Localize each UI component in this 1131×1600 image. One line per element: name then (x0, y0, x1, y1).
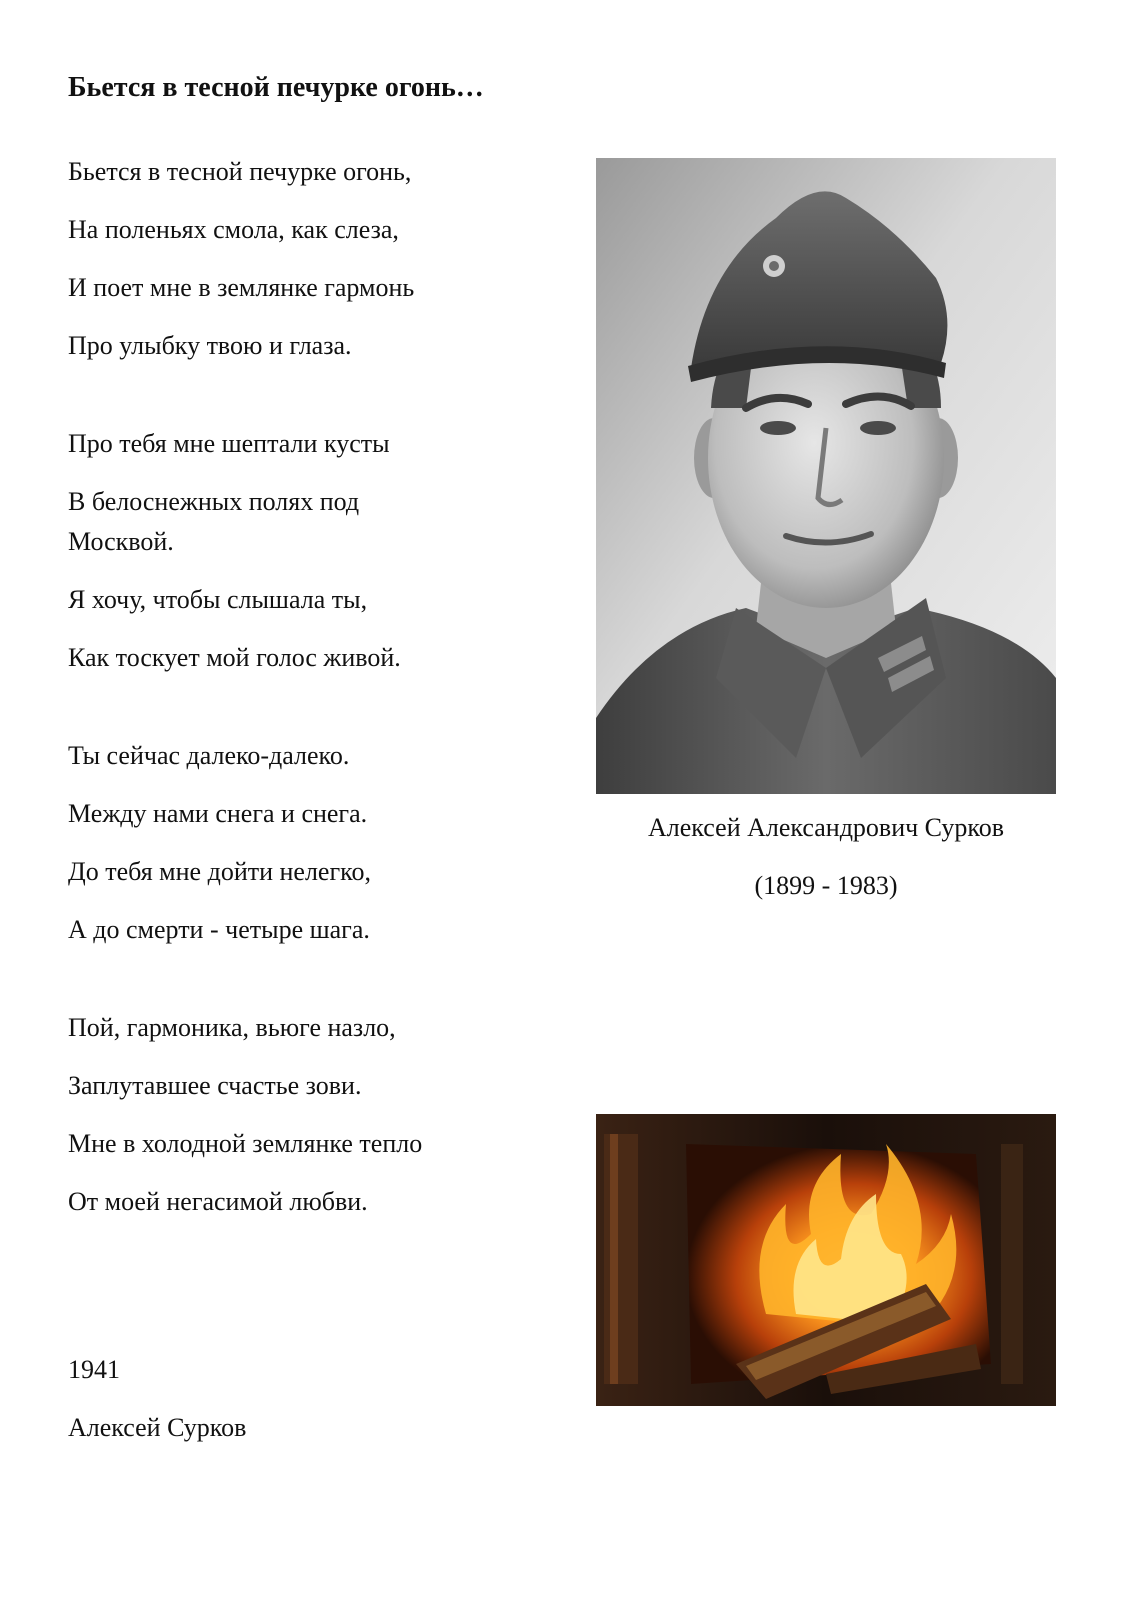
poem-line: От моей негасимой любви. (68, 1187, 368, 1216)
poem-line: Мне в холодной землянке тепло (68, 1129, 423, 1158)
portrait-caption-name: Алексей Александрович Сурков (648, 813, 1004, 842)
portrait-image (596, 158, 1056, 794)
stove-fire-image (596, 1114, 1056, 1406)
poem-line: Заплутавшее счастье зови. (68, 1071, 362, 1100)
portrait-caption-years: (1899 - 1983) (754, 871, 898, 900)
poem-line: Ты сейчас далеко-далеко. (68, 741, 350, 770)
poem-year: 1941 (68, 1355, 120, 1384)
poem-body (68, 152, 538, 1280)
poem-line: Между нами снега и снега. (68, 799, 368, 828)
poem-line: Бьется в тесной печурке огонь, (68, 157, 412, 186)
stanza-1 (68, 152, 538, 366)
stanza-3 (68, 736, 538, 950)
poem-line: На поленьях смола, как слеза, (68, 215, 399, 244)
poem-line: В белоснежных полях под Москвой. (68, 487, 360, 556)
poem-line: Про улыбку твою и глаза. (68, 331, 352, 360)
poem-line: Пой, гармоника, вьюге назло, (68, 1013, 396, 1042)
poem-line: Как тоскует мой голос живой. (68, 643, 401, 672)
poem-signature: Алексей Сурков (68, 1413, 247, 1442)
stanza-2 (68, 424, 538, 678)
poem-line: И поет мне в землянке гармонь (68, 273, 415, 302)
stanza-4 (68, 1008, 538, 1222)
poem-line: А до смерти - четыре шага. (68, 915, 370, 944)
poem-line: Про тебя мне шептали кусты (68, 429, 390, 458)
author-portrait (596, 158, 1056, 794)
page-title: Бьется в тесной печурке огонь… (68, 72, 484, 103)
poem-line: До тебя мне дойти нелегко, (68, 857, 371, 886)
fire-illustration (596, 1114, 1056, 1406)
poem-footer (68, 1350, 246, 1466)
poem-line: Я хочу, чтобы слышала ты, (68, 585, 368, 614)
